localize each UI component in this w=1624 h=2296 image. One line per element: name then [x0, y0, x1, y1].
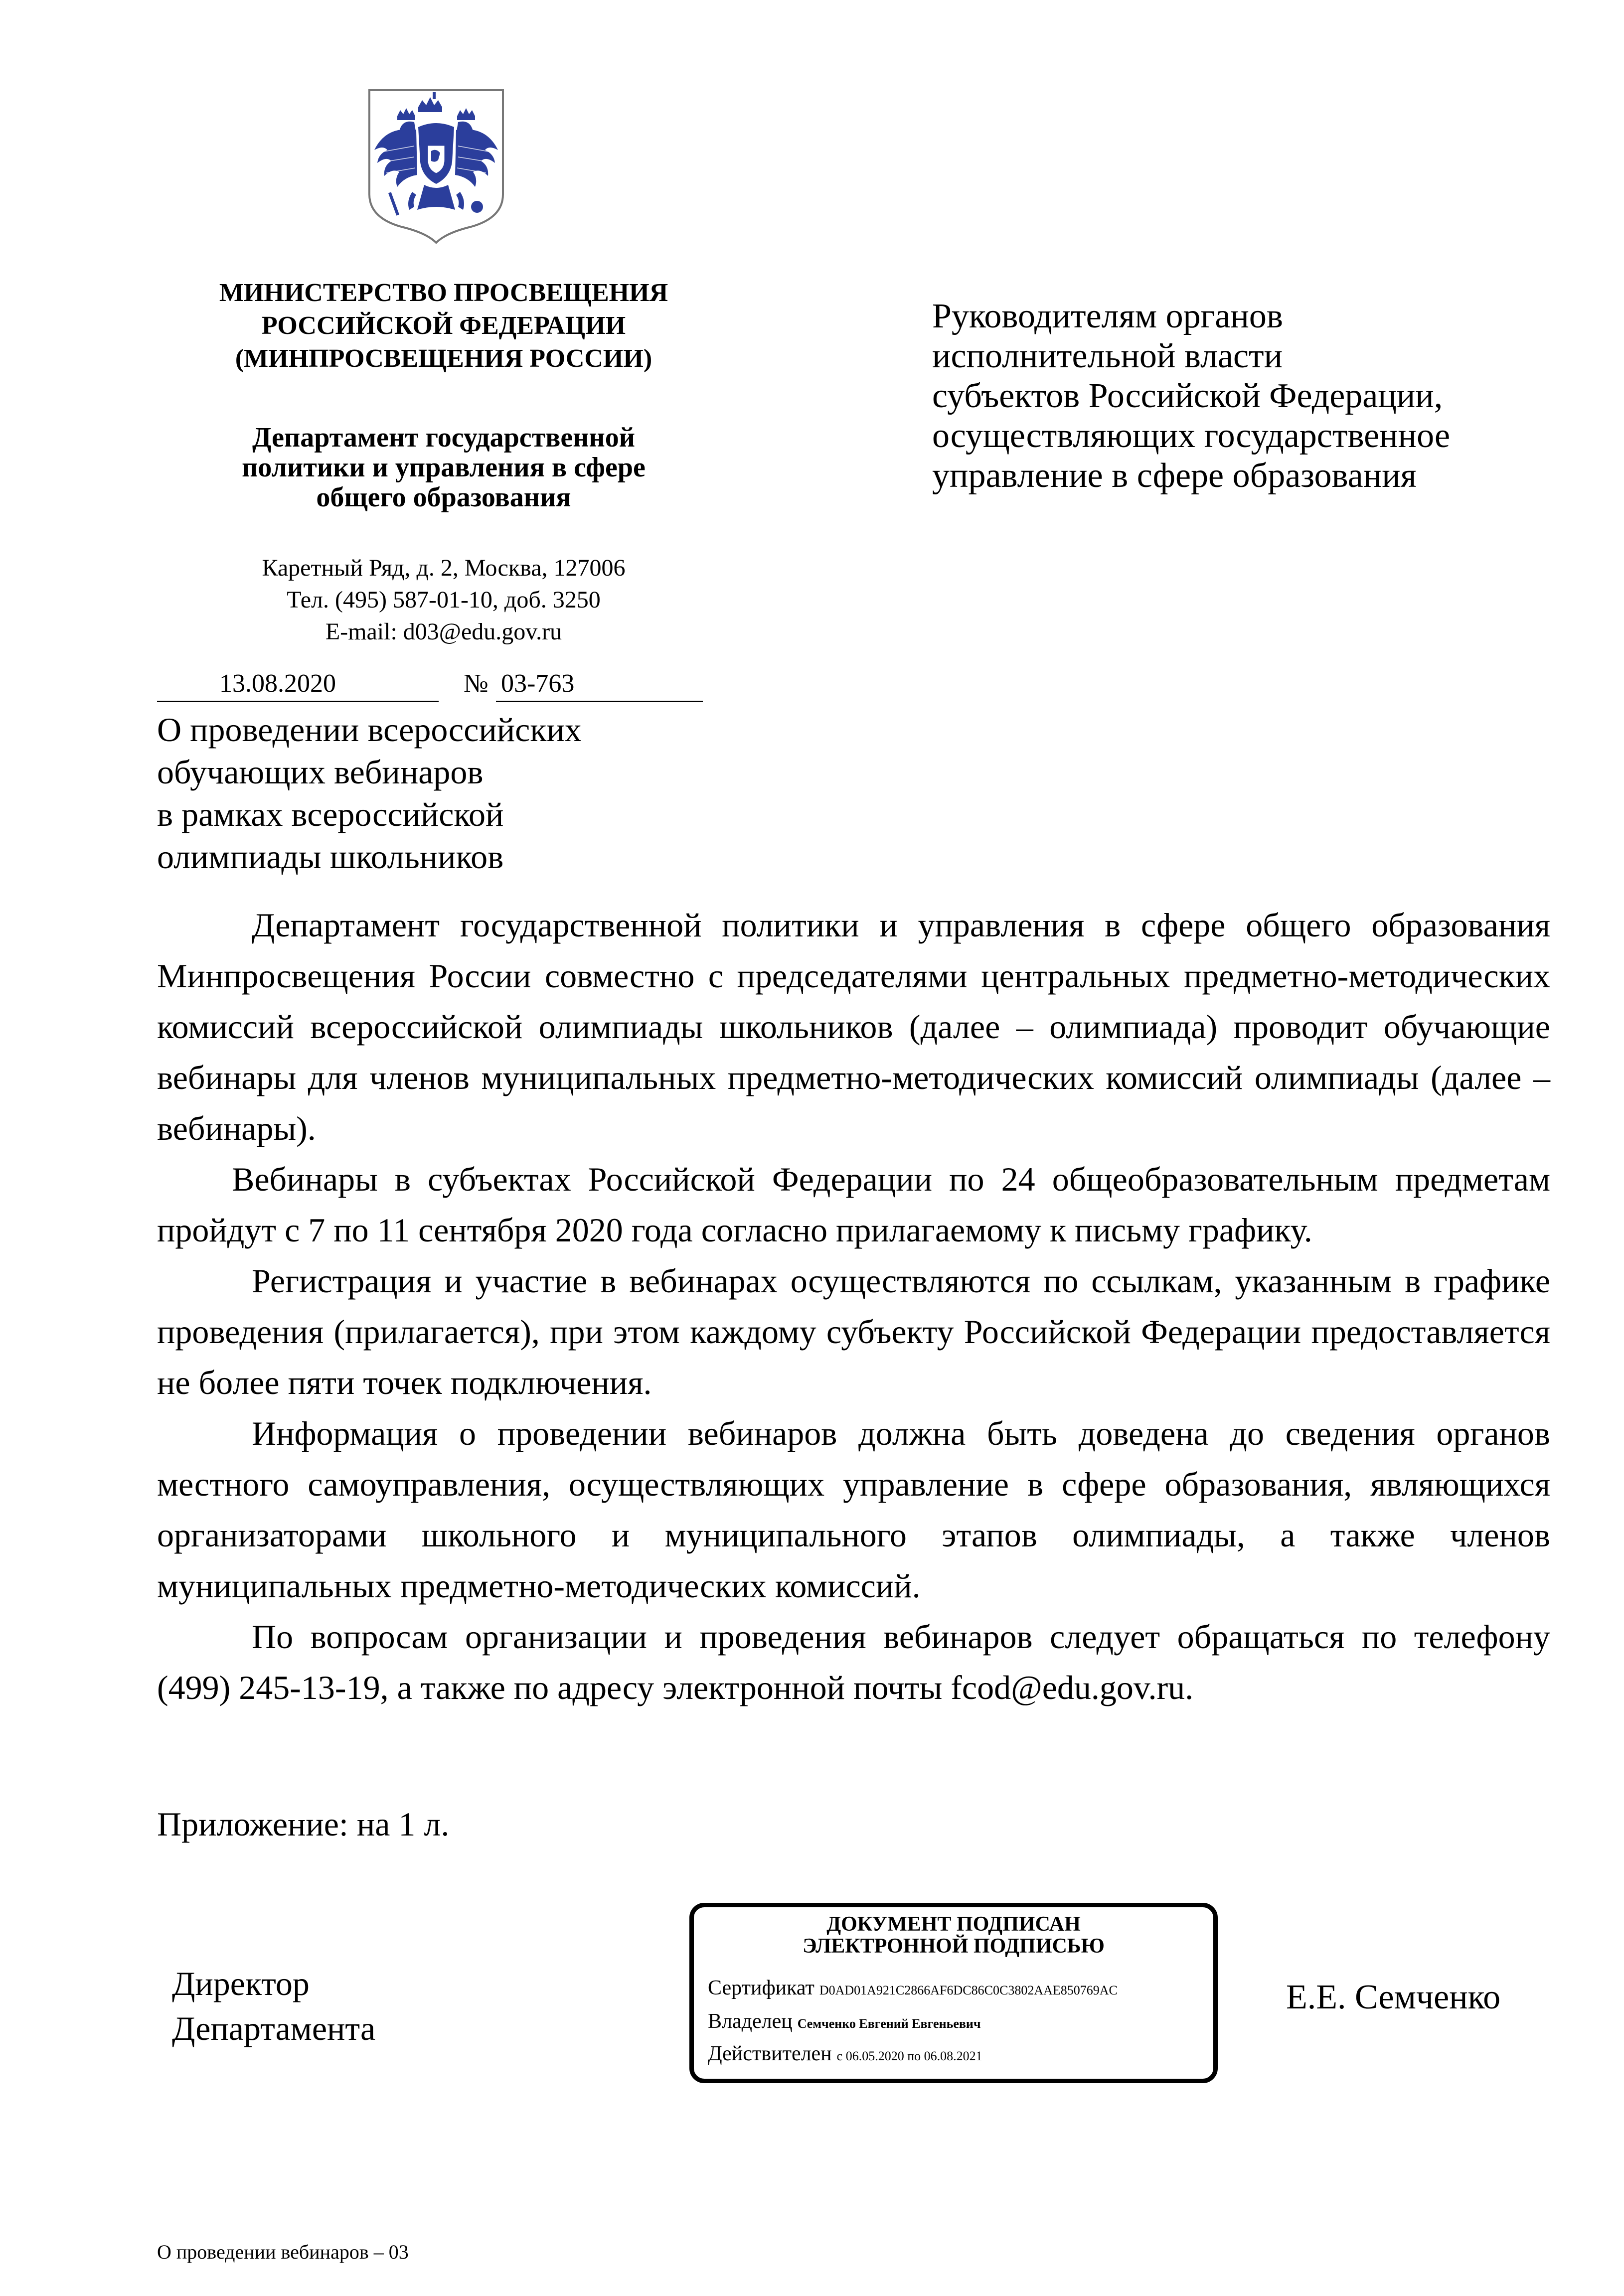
- certificate-label: Сертификат: [708, 1977, 814, 1999]
- stamp-title-line: ДОКУМЕНТ ПОДПИСАН: [826, 1913, 1081, 1936]
- document-number: 03-763: [501, 669, 575, 698]
- ministry-line: МИНИСТЕРСТВО ПРОСВЕЩЕНИЯ: [219, 279, 668, 307]
- stamp-title-line: ЭЛЕКТРОННОЙ ПОДПИСЬЮ: [803, 1935, 1105, 1958]
- department-line: Департамент государственной: [252, 422, 636, 453]
- document-footer: О проведении вебинаров – 03: [157, 2241, 409, 2263]
- stamp-title: [694, 1913, 1213, 1957]
- addressee-line: субъектов Российской Федерации,: [932, 377, 1443, 415]
- addressee-line: исполнительной власти: [932, 337, 1283, 375]
- subject-line: О проведении всероссийских: [157, 711, 582, 749]
- electronic-signature-stamp: [689, 1903, 1218, 2083]
- body-paragraph: Информация о проведении вебинаров должна быть доведена до сведения органов местного самоуправления, осуществляющих управление в сфере образования, являющихся организаторами школьного и муниципального этапов олимпиады, а также членов муниципальных предметно-методических комиссий.: [157, 1414, 1550, 1605]
- addressee: [932, 297, 1450, 496]
- body-paragraph: По вопросам организации и проведения вебинаров следует обращаться по телефону (499) 245-13-19, а также по адресу электронной почты fcod@edu.gov.ru.: [157, 1618, 1550, 1706]
- stamp-certificate-row: [708, 1976, 1118, 2000]
- department-contacts: [155, 552, 733, 648]
- subject-line: обучающих вебинаров: [157, 753, 484, 791]
- stamp-validity-row: [708, 2042, 982, 2066]
- email-line: E-mail: d03@edu.gov.ru: [325, 618, 562, 645]
- date-underline: [157, 701, 439, 702]
- ministry-line: РОССИЙСКОЙ ФЕДЕРАЦИИ: [261, 311, 626, 340]
- certificate-value: D0AD01A921C2866AF6DC86C0C3802AAE850769AC: [819, 1983, 1118, 1997]
- coat-of-arms-icon: [366, 87, 506, 244]
- letter-body: [157, 900, 1550, 1713]
- number-underline: [496, 701, 703, 702]
- body-paragraph: Регистрация и участие в вебинарах осуществляются по ссылкам, указанным в графике проведения (прилагается), при этом каждому субъекту Российской Федерации предоставляется не более пяти точек подключения.: [157, 1262, 1550, 1401]
- department-line: политики и управления в сфере: [242, 452, 646, 483]
- address-line: Каретный Ряд, д. 2, Москва, 127006: [262, 555, 626, 581]
- subject-line: олимпиады школьников: [157, 838, 504, 876]
- attachment-note: Приложение: на 1 л.: [157, 1805, 450, 1843]
- addressee-line: Руководителям органов: [932, 297, 1283, 335]
- body-paragraph: Департамент государственной политики и управления в сфере общего образования Минпросвещения России совместно с председателями центральных предметно-методических комиссий всероссийской олимпиады школьников (далее – олимпиада) проводит обучающие вебинары для членов муниципальных предметно-методических комиссий олимпиады (далее – вебинары).: [157, 906, 1550, 1147]
- validity-label: Действителен: [708, 2042, 832, 2065]
- phone-line: Тел. (495) 587-01-10, доб. 3250: [287, 587, 601, 613]
- registration-line: [157, 668, 703, 704]
- department-name: [155, 423, 733, 512]
- number-sign: №: [464, 669, 488, 698]
- validity-value: с 06.05.2020 по 06.08.2021: [836, 2049, 982, 2063]
- signer-position: [172, 1961, 375, 2051]
- addressee-line: осуществляющих государственное: [932, 417, 1451, 455]
- department-line: общего образования: [316, 482, 571, 513]
- ministry-name: [155, 277, 733, 375]
- addressee-line: управление в сфере образования: [932, 457, 1417, 495]
- subject-line: в рамках всероссийской: [157, 795, 504, 833]
- letter-subject: [157, 709, 582, 878]
- body-paragraph: Вебинары в субъектах Российской Федерации по 24 общеобразовательным предметам пройдут с 7 по 11 сентября 2020 года согласно прилагаемому к письму графику.: [157, 1160, 1550, 1249]
- ministry-line: (МИНПРОСВЕЩЕНИЯ РОССИИ): [235, 344, 652, 373]
- signer-position-line: Директор: [172, 1965, 310, 2002]
- document-date: 13.08.2020: [219, 669, 336, 698]
- signer-name: Е.Е. Семченко: [1286, 1978, 1501, 2016]
- owner-label: Владелец: [708, 2010, 793, 2033]
- stamp-owner-row: [708, 2009, 981, 2033]
- owner-value: Семченко Евгений Евгеньевич: [797, 2016, 981, 2031]
- signer-position-line: Департамента: [172, 2009, 376, 2047]
